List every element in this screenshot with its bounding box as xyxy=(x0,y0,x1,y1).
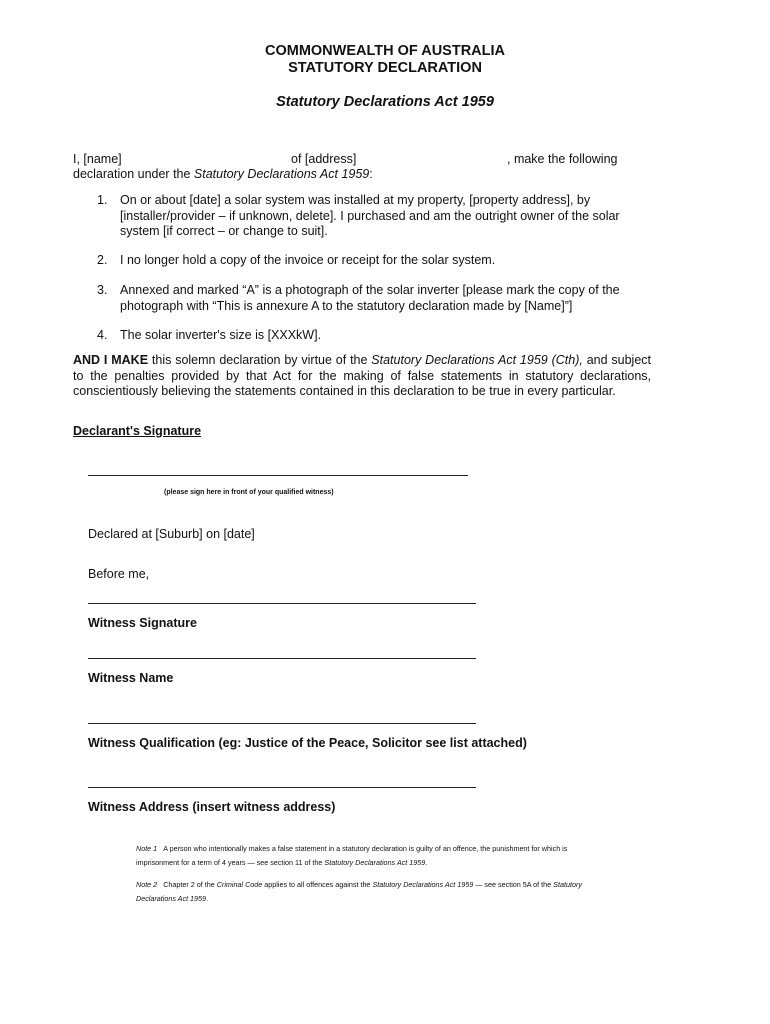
intro-name: I, [name] xyxy=(73,152,122,166)
note-1-text: A person who intentionally makes a false statement in a statutory declaration is guilty of an offence, the punishment for which is imprisonment for a term of 4 years — see section 11 of the xyxy=(136,844,568,867)
note-2-text1: Chapter 2 of the xyxy=(163,880,217,889)
list-item-number: 2. xyxy=(97,253,108,267)
header-line1: COMMONWEALTH OF AUSTRALIA xyxy=(264,43,506,59)
intro-declaration-line xyxy=(73,167,373,183)
note-2-text3: — see section 5A of the xyxy=(473,880,554,889)
note-1-label: Note 1 xyxy=(136,844,158,853)
list-item-number: 4. xyxy=(97,328,108,342)
solemn-declaration xyxy=(73,353,651,400)
intro-address: of [address] xyxy=(291,152,357,166)
note-2-label: Note 2 xyxy=(136,880,158,889)
declarant-signature-line[interactable] xyxy=(88,475,468,476)
witness-name-line[interactable] xyxy=(88,658,476,659)
intro-act-ref: Statutory Declarations Act 1959 xyxy=(193,167,370,181)
solemn-act: Statutory Declarations Act 1959 (Cth), xyxy=(371,353,583,367)
list-item-number: 1. xyxy=(97,193,108,207)
witness-signature-label: Witness Signature xyxy=(88,616,197,630)
solemn-lead: AND I MAKE xyxy=(73,353,149,367)
list-item-number: 3. xyxy=(97,283,108,297)
witness-address-label: Witness Address (insert witness address) xyxy=(88,800,336,814)
intro-make-following: , make the following xyxy=(507,152,618,166)
witness-qualification-line[interactable] xyxy=(88,723,476,724)
solemn-part1: this solemn declaration by virtue of the xyxy=(148,353,372,367)
witness-qualification-label: Witness Qualification (eg: Justice of the Peace, Solicitor see list attached) xyxy=(88,736,527,750)
note-1-end: . xyxy=(425,858,428,867)
note-2-text2: applies to all offences against the xyxy=(262,880,373,889)
note-1-act: Statutory Declarations Act 1959 xyxy=(324,858,426,867)
act-title: Statutory Declarations Act 1959 xyxy=(276,94,494,110)
witness-signature-line[interactable] xyxy=(88,603,476,604)
list-item-text: I no longer hold a copy of the invoice or receipt for the solar system. xyxy=(120,253,496,267)
note-1 xyxy=(136,842,606,870)
note-2-act2: Statutory Declarations Act 1959 xyxy=(136,880,582,903)
list-item xyxy=(73,328,653,344)
list-item-text: The solar inverter's size is [XXXkW]. xyxy=(120,328,322,342)
declarant-signature-hint: (please sign here in front of your qualified witness) xyxy=(164,489,334,496)
header-line2: STATUTORY DECLARATION xyxy=(288,60,482,76)
list-item xyxy=(73,193,653,241)
list-item xyxy=(73,253,653,269)
witness-name-label: Witness Name xyxy=(88,671,174,685)
solemn-part2: and subject to the penalties provided by that Act for the making of false statements in statutory declarations, conscientiously believing the statements contained in this declaration to be true in every particular. xyxy=(73,353,651,398)
before-me: Before me, xyxy=(88,567,150,581)
list-item-text: Annexed and marked “A” is a photograph of the solar inverter [please mark the copy of the photograph with “This is annexure A to the statutory declaration made by [Name]”] xyxy=(120,283,620,313)
declared-at: Declared at [Suburb] on [date] xyxy=(88,527,255,541)
note-2-act1: Statutory Declarations Act 1959 xyxy=(372,880,474,889)
intro-declaration-under: declaration under the xyxy=(73,167,194,181)
list-item-text: On or about [date] a solar system was installed at my property, [property address], by [installer/provider – if unknown, delete]. I purchased and am the outright owner of the solar system [if correct – or change to suit]. xyxy=(120,193,620,238)
witness-address-line[interactable] xyxy=(88,787,476,788)
intro-colon: : xyxy=(369,167,373,181)
note-2 xyxy=(136,878,606,906)
note-2-end: . xyxy=(206,894,209,903)
list-item xyxy=(73,283,653,315)
note-2-code: Criminal Code xyxy=(216,880,263,889)
declarant-signature-heading: Declarant's Signature xyxy=(73,424,202,438)
